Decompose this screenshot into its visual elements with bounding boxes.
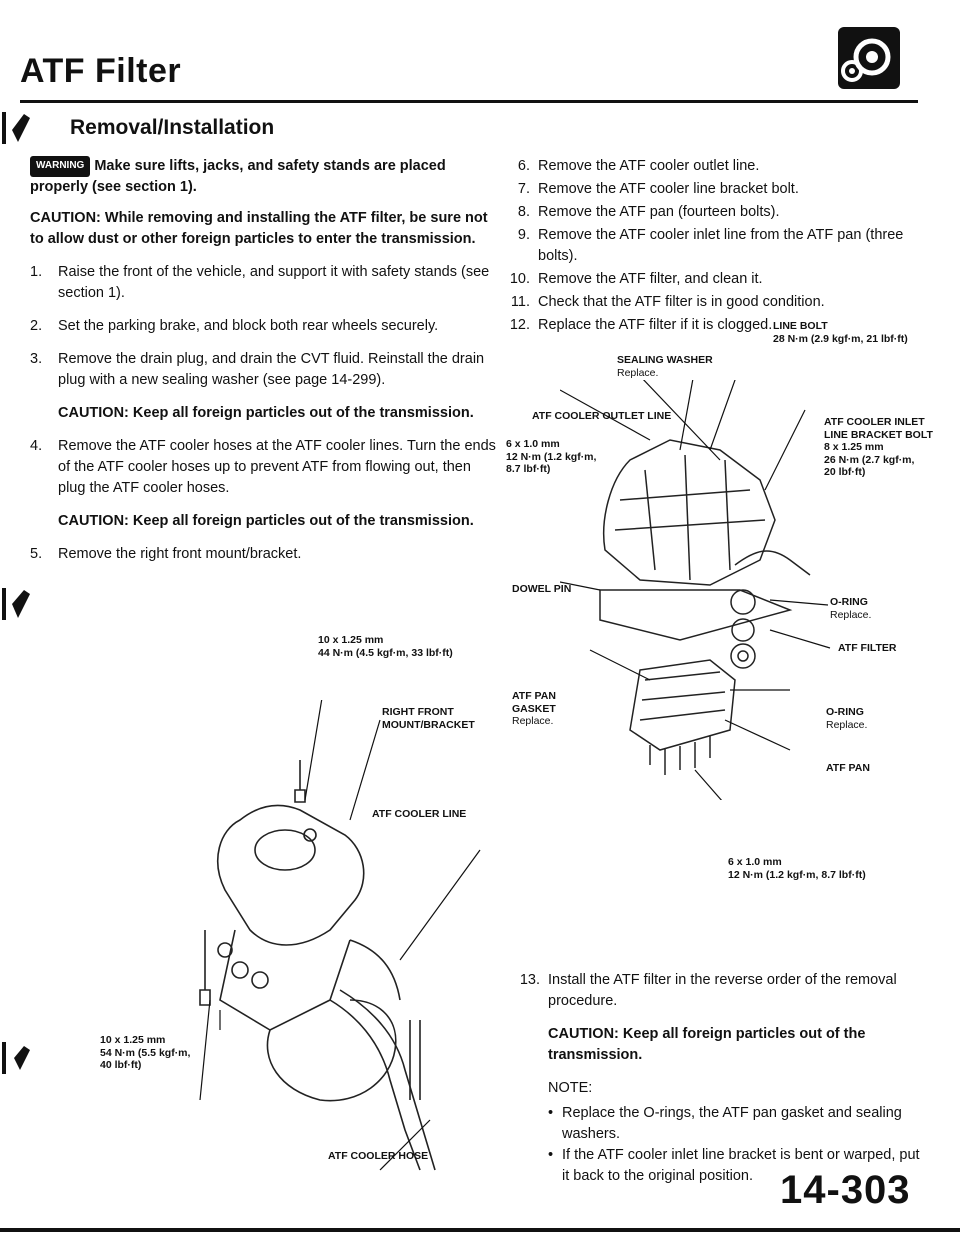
caution-step-3: CAUTION: Keep all foreign particles out of the transmission. — [58, 405, 474, 422]
step-9: 9. Remove the ATF cooler inlet line from the ATF pan (three bolts). — [517, 227, 904, 265]
caution-main: CAUTION: While removing and installing the ATF filter, be sure not to allow dust or other foreign particles to enter the transmission. — [30, 210, 488, 248]
callout-inlet-bracket-bolt: ATF COOLER INLET LINE BRACKET BOLT 8 x 1.25 mm 26 N·m (2.7 kgf·m, 20 lbf·ft) — [824, 416, 933, 479]
mount-bracket-illustration — [180, 700, 520, 1180]
step-7: 7. Remove the ATF cooler line bracket bolt. — [517, 181, 799, 198]
page-title: ATF Filter — [20, 52, 182, 90]
step-4: 4. Remove the ATF cooler hoses at the ATF cooler lines. Turn the ends of the ATF cooler hoses up to prevent ATF from flowing out, then plug the ATF cooler hoses. — [30, 438, 496, 497]
header-rule — [20, 100, 918, 103]
transmission-section-icon — [836, 25, 902, 91]
step-12: 12. Replace the ATF filter if it is clogged. — [509, 317, 773, 334]
callout-o-ring-top: O-RING Replace. — [830, 596, 872, 621]
callout-cooler-outlet-line: ATF COOLER OUTLET LINE — [532, 410, 672, 422]
right-steps — [504, 156, 924, 338]
step-1: 1. Raise the front of the vehicle, and support it with safety stands (see section 1). — [30, 264, 490, 302]
warning-badge: WARNING — [30, 156, 90, 177]
callout-pan-bolts: 6 x 1.0 mm 12 N·m (1.2 kgf·m, 8.7 lbf·ft) — [728, 856, 866, 881]
caution-step-4: CAUTION: Keep all foreign particles out of the transmission. — [58, 513, 474, 530]
caution-step-13: CAUTION: Keep all foreign particles out of the transmission. — [548, 1026, 866, 1064]
atf-pan-filter-illustration — [560, 380, 860, 800]
step-5: 5. Remove the right front mount/bracket. — [30, 546, 302, 563]
callout-pan-gasket: ATF PAN GASKET Replace. — [512, 690, 556, 728]
note-bullet: • If the ATF cooler inlet line bracket is bent or warped, put it back to the original position. — [548, 1147, 920, 1185]
binding-mark-icon — [0, 586, 38, 624]
warning-text: Make sure lifts, jacks, and safety stands are placed properly (see section 1). — [30, 158, 446, 196]
lower-right-text — [510, 970, 930, 1187]
callout-atf-cooler-hose: ATF COOLER HOSE — [328, 1150, 429, 1162]
callout-atf-filter: ATF FILTER — [838, 642, 897, 654]
step-8: 8. Remove the ATF pan (fourteen bolts). — [517, 204, 780, 221]
callout-o-ring-bottom: O-RING Replace. — [826, 706, 868, 731]
step-11: 11. Check that the ATF filter is in good condition. — [510, 294, 825, 311]
binding-mark-icon — [0, 110, 38, 148]
callout-atf-cooler-line: ATF COOLER LINE — [372, 808, 467, 820]
step-6: 6. Remove the ATF cooler outlet line. — [517, 158, 760, 174]
callout-right-front-mount: RIGHT FRONT MOUNT/BRACKET — [382, 706, 475, 731]
note-bullet: • Replace the O-rings, the ATF pan gasket and sealing washers. — [548, 1105, 902, 1143]
callout-dowel-pin: DOWEL PIN — [512, 583, 572, 595]
section-title: Removal/Installation — [70, 116, 275, 139]
callout-sealing-washer: SEALING WASHER Replace. — [617, 354, 713, 379]
left-column — [30, 156, 500, 577]
callout-line-bolt: LINE BOLT 28 N·m (2.9 kgf·m, 21 lbf·ft) — [773, 320, 908, 345]
callout-atf-pan: ATF PAN — [826, 762, 870, 774]
step-13: 13. Install the ATF filter in the reverse order of the removal procedure. — [519, 972, 897, 1010]
step-3: 3. Remove the drain plug, and drain the CVT fluid. Reinstall the drain plug with a new sealing washer (see page 14-299). — [30, 351, 485, 389]
callout-bolt-top: 10 x 1.25 mm 44 N·m (4.5 kgf·m, 33 lbf·ft) — [318, 634, 453, 659]
note-heading: NOTE: — [548, 1080, 593, 1097]
binding-mark-icon — [0, 1040, 38, 1078]
warning-line — [30, 156, 500, 198]
step-2: 2. Set the parking brake, and block both rear wheels securely. — [30, 318, 439, 335]
page-number: 14-303 — [780, 1168, 911, 1212]
callout-bolt-6mm: 6 x 1.0 mm 12 N·m (1.2 kgf·m, 8.7 lbf·ft) — [506, 438, 597, 476]
step-10: 10. Remove the ATF filter, and clean it. — [509, 271, 763, 288]
callout-bolt-bottom: 10 x 1.25 mm 54 N·m (5.5 kgf·m, 40 lbf·ft) — [100, 1034, 191, 1072]
footer-rule — [0, 1228, 960, 1232]
